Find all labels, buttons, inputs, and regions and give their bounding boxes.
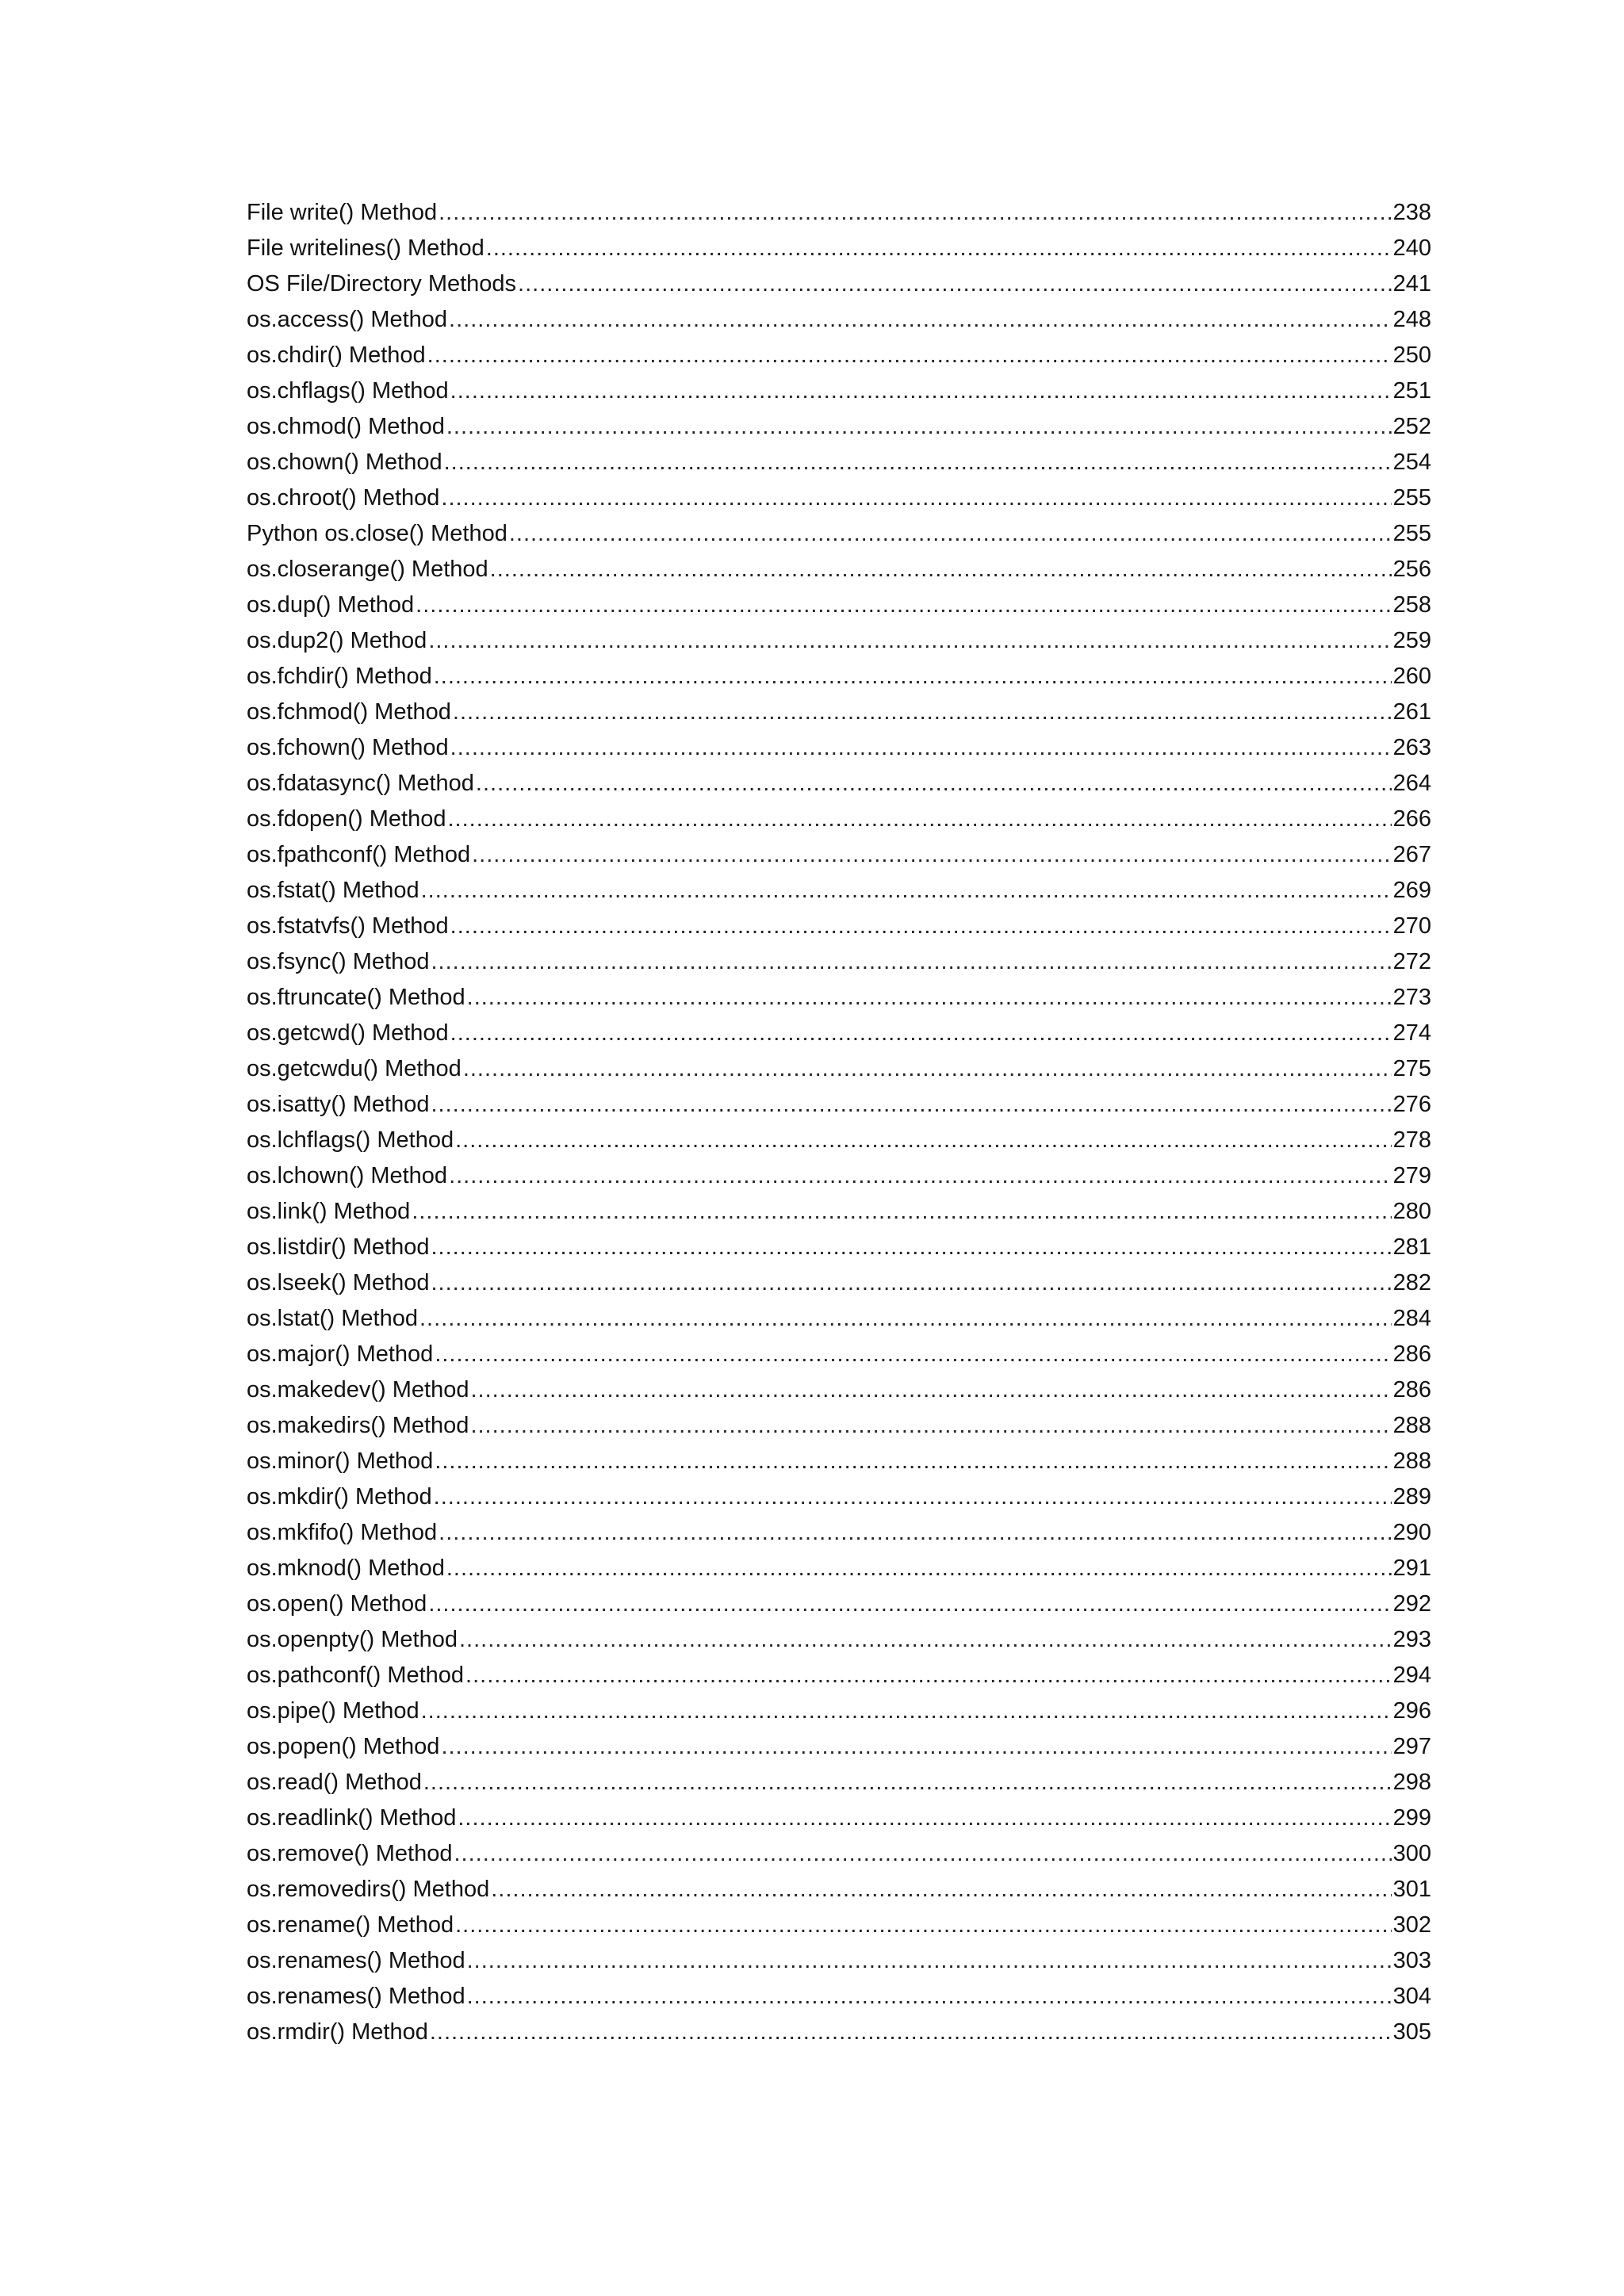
toc-entry-title: os.getcwdu() Method [247,1056,462,1081]
toc-entry-page-number: 270 [1392,913,1431,939]
toc-entry[interactable] [247,1301,1431,1337]
toc-dot-leader [412,1194,1391,1230]
toc-entry[interactable] [247,1729,1431,1765]
toc-entry-title: os.openpty() Method [247,1627,458,1652]
toc-dot-leader [435,1444,1391,1479]
toc-entry-title: os.fstatvfs() Method [247,913,449,939]
toc-entry-title: os.mkfifo() Method [247,1520,438,1545]
toc-entry[interactable] [247,837,1431,873]
toc-entry-page-number: 303 [1392,1948,1431,1973]
toc-dot-leader [450,373,1392,409]
toc-dot-leader [434,1479,1392,1515]
toc-entry-title: os.makedirs() Method [247,1413,469,1438]
toc-dot-leader [465,1658,1392,1693]
toc-entry[interactable] [247,1479,1431,1515]
toc-entry[interactable] [247,1230,1431,1265]
toc-entry-page-number: 288 [1392,1413,1431,1438]
toc-dot-leader [421,873,1392,909]
toc-entry-title: os.chroot() Method [247,485,440,511]
toc-entry-page-number: 297 [1392,1734,1431,1759]
toc-entry-page-number: 302 [1392,1912,1431,1938]
toc-entry-title: os.renames() Method [247,1984,465,2009]
toc-entry[interactable] [247,1158,1431,1194]
toc-entry-title: File writelines() Method [247,235,485,261]
toc-entry[interactable] [247,1658,1431,1693]
toc-entry-title: os.rename() Method [247,1912,454,1938]
toc-entry-page-number: 269 [1392,878,1431,903]
toc-entry[interactable] [247,445,1431,480]
toc-entry-title: os.chflags() Method [247,378,449,404]
toc-entry[interactable] [247,373,1431,409]
toc-dot-leader [446,409,1392,445]
toc-entry[interactable] [247,730,1431,766]
toc-dot-leader [450,909,1392,944]
toc-entry-title: os.rmdir() Method [247,2019,428,2045]
toc-entry-page-number: 278 [1392,1127,1431,1153]
toc-entry[interactable] [247,980,1431,1016]
toc-dot-leader [427,338,1392,373]
toc-dot-leader [458,1800,1391,1836]
toc-entry-title: Python os.close() Method [247,521,508,546]
toc-entry-title: os.minor() Method [247,1448,434,1474]
toc-dot-leader [449,1158,1392,1194]
toc-entry-page-number: 290 [1392,1520,1431,1545]
toc-entry[interactable] [247,1337,1431,1372]
toc-entry-title: os.read() Method [247,1770,422,1795]
toc-entry-page-number: 296 [1392,1698,1431,1724]
toc-entry-page-number: 263 [1392,735,1431,760]
toc-dot-leader [455,1123,1391,1158]
toc-dot-leader [428,1586,1391,1622]
toc-entry[interactable] [247,552,1431,587]
toc-entry-page-number: 267 [1392,842,1431,867]
toc-dot-leader [431,1230,1391,1265]
toc-entry-title: os.open() Method [247,1591,427,1617]
toc-entry-title: os.dup2() Method [247,628,427,653]
toc-entry-title: os.lchown() Method [247,1163,448,1188]
toc-dot-leader [450,1016,1392,1051]
toc-entry-page-number: 294 [1392,1663,1431,1688]
toc-entry-page-number: 284 [1392,1306,1431,1331]
toc-entry[interactable] [247,1123,1431,1158]
toc-dot-leader [419,1301,1392,1337]
toc-entry-title: os.chown() Method [247,450,442,475]
toc-entry-page-number: 304 [1392,1984,1431,2009]
toc-dot-leader [518,266,1392,302]
toc-dot-leader [455,1908,1391,1943]
toc-entry-title: os.chmod() Method [247,414,445,439]
toc-entry-title: os.fchdir() Method [247,664,432,689]
toc-entry-title: os.link() Method [247,1199,411,1224]
toc-entry-page-number: 298 [1392,1770,1431,1795]
toc-dot-leader [453,695,1392,730]
toc-entry[interactable] [247,1194,1431,1230]
toc-entry-page-number: 261 [1392,699,1431,725]
toc-dot-leader [463,1051,1392,1087]
toc-entry-title: os.removedirs() Method [247,1877,490,1902]
toc-entry-page-number: 291 [1392,1556,1431,1581]
toc-entry[interactable] [247,1551,1431,1586]
toc-entry-page-number: 300 [1392,1841,1431,1866]
toc-entry[interactable] [247,873,1431,909]
toc-entry-page-number: 299 [1392,1805,1431,1831]
toc-entry[interactable] [247,1051,1431,1087]
toc-dot-leader [476,766,1392,802]
toc-entry[interactable] [247,2015,1431,2050]
toc-entry-title: os.major() Method [247,1341,434,1367]
toc-dot-leader [470,1408,1391,1444]
toc-entry[interactable] [247,338,1431,373]
toc-entry[interactable] [247,1444,1431,1479]
toc-dot-leader [490,552,1392,587]
toc-entry-title: os.popen() Method [247,1734,440,1759]
toc-entry-title: os.pathconf() Method [247,1663,465,1688]
toc-entry-title: os.isatty() Method [247,1092,430,1117]
toc-entry[interactable] [247,409,1431,445]
toc-dot-leader [447,802,1391,837]
toc-dot-leader [439,1515,1391,1551]
toc-dot-leader [441,1729,1391,1765]
toc-entry-title: os.lseek() Method [247,1270,430,1295]
toc-entry[interactable] [247,587,1431,623]
toc-entry-title: os.closerange() Method [247,557,488,582]
toc-entry-page-number: 255 [1392,521,1431,546]
toc-entry-page-number: 275 [1392,1056,1431,1081]
toc-entry[interactable] [247,909,1431,944]
toc-entry-page-number: 238 [1392,200,1431,225]
toc-entry-title: os.getcwd() Method [247,1020,449,1046]
toc-entry-page-number: 289 [1392,1484,1431,1510]
toc-entry-title: os.fchown() Method [247,735,449,760]
toc-entry-title: os.access() Method [247,307,448,332]
toc-entry-title: os.renames() Method [247,1948,465,1973]
toc-dot-leader [446,1551,1392,1586]
toc-entry-title: os.mknod() Method [247,1556,445,1581]
toc-dot-leader [435,1337,1391,1372]
toc-entry-title: os.pipe() Method [247,1698,419,1724]
toc-entry-page-number: 280 [1392,1199,1431,1224]
toc-entry-page-number: 266 [1392,806,1431,832]
toc-entry[interactable] [247,1265,1431,1301]
toc-entry-title: os.ftruncate() Method [247,985,465,1010]
toc-dot-leader [467,980,1392,1016]
toc-dot-leader [430,2015,1392,2050]
toc-entry-page-number: 240 [1392,235,1431,261]
toc-entry[interactable] [247,944,1431,980]
toc-entry[interactable] [247,1908,1431,1943]
toc-entry-page-number: 301 [1392,1877,1431,1902]
toc-entry-page-number: 292 [1392,1591,1431,1617]
toc-entry-page-number: 260 [1392,664,1431,689]
toc-entry[interactable] [247,1622,1431,1658]
toc-dot-leader [509,516,1392,552]
toc-entry[interactable] [247,480,1431,516]
toc-entry[interactable] [247,1586,1431,1622]
toc-entry[interactable] [247,195,1431,231]
toc-entry-title: os.fpathconf() Method [247,842,471,867]
toc-entry[interactable] [247,516,1431,552]
toc-entry-page-number: 286 [1392,1377,1431,1402]
toc-dot-leader [491,1872,1391,1908]
toc-entry[interactable] [247,302,1431,338]
toc-dot-leader [467,1979,1392,2015]
toc-entry[interactable] [247,1979,1431,2015]
toc-dot-leader [449,302,1392,338]
toc-entry-title: os.readlink() Method [247,1805,457,1831]
toc-entry-title: os.fdatasync() Method [247,771,474,796]
toc-dot-leader [428,623,1391,659]
toc-entry-page-number: 305 [1392,2019,1431,2045]
toc-entry-title: os.chdir() Method [247,342,426,368]
toc-dot-leader [444,445,1392,480]
toc-dot-leader [423,1765,1392,1800]
toc-dot-leader [459,1622,1392,1658]
toc-entry-title: os.dup() Method [247,592,415,618]
toc-entry-page-number: 276 [1392,1092,1431,1117]
toc-dot-leader [431,1265,1392,1301]
toc-entry-page-number: 279 [1392,1163,1431,1188]
toc-entry-page-number: 254 [1392,450,1431,475]
toc-entry[interactable] [247,1408,1431,1444]
toc-entry[interactable] [247,695,1431,730]
toc-entry-title: os.lchflags() Method [247,1127,454,1153]
toc-entry-page-number: 251 [1392,378,1431,404]
toc-entry[interactable] [247,1016,1431,1051]
toc-entry[interactable] [247,802,1431,837]
toc-dot-leader [439,195,1391,231]
toc-entry-page-number: 264 [1392,771,1431,796]
toc-entry[interactable] [247,1800,1431,1836]
toc-entry-page-number: 256 [1392,557,1431,582]
toc-dot-leader [486,231,1392,266]
toc-dot-leader [441,480,1391,516]
toc-entry[interactable] [247,1372,1431,1408]
toc-entry-page-number: 293 [1392,1627,1431,1652]
toc-entry-page-number: 259 [1392,628,1431,653]
toc-entry[interactable] [247,1087,1431,1123]
toc-dot-leader [431,1087,1391,1123]
toc-entry-title: os.fdopen() Method [247,806,446,832]
toc-entry-page-number: 272 [1392,949,1431,974]
toc-entry-title: os.makedev() Method [247,1377,469,1402]
toc-entry-page-number: 282 [1392,1270,1431,1295]
toc-dot-leader [467,1943,1392,1979]
toc-entry[interactable] [247,623,1431,659]
table-of-contents [247,195,1431,2050]
toc-entry-title: os.fstat() Method [247,878,419,903]
toc-entry-page-number: 248 [1392,307,1431,332]
toc-entry[interactable] [247,659,1431,695]
toc-entry-page-number: 241 [1392,271,1431,297]
toc-dot-leader [450,730,1392,766]
toc-entry[interactable] [247,231,1431,266]
toc-entry-title: os.lstat() Method [247,1306,418,1331]
toc-dot-leader [470,1372,1391,1408]
toc-dot-leader [434,659,1392,695]
toc-entry[interactable] [247,1943,1431,1979]
toc-entry[interactable] [247,1765,1431,1800]
toc-entry-title: os.listdir() Method [247,1234,430,1260]
toc-entry-title: os.fchmod() Method [247,699,451,725]
toc-entry[interactable] [247,266,1431,302]
toc-entry-page-number: 255 [1392,485,1431,511]
toc-dot-leader [421,1693,1392,1729]
toc-entry-title: os.fsync() Method [247,949,430,974]
toc-dot-leader [431,944,1391,980]
toc-entry-page-number: 288 [1392,1448,1431,1474]
toc-entry[interactable] [247,1693,1431,1729]
toc-entry-page-number: 281 [1392,1234,1431,1260]
toc-dot-leader [472,837,1392,873]
toc-entry-title: File write() Method [247,200,438,225]
toc-entry-title: os.remove() Method [247,1841,453,1866]
toc-entry[interactable] [247,1836,1431,1872]
toc-entry-page-number: 274 [1392,1020,1431,1046]
toc-entry-page-number: 273 [1392,985,1431,1010]
toc-entry-title: os.mkdir() Method [247,1484,432,1510]
toc-dot-leader [454,1836,1392,1872]
toc-entry-page-number: 250 [1392,342,1431,368]
toc-entry[interactable] [247,766,1431,802]
toc-entry-title: OS File/Directory Methods [247,271,517,297]
toc-entry-page-number: 252 [1392,414,1431,439]
toc-entry-page-number: 258 [1392,592,1431,618]
toc-entry-page-number: 286 [1392,1341,1431,1367]
toc-entry[interactable] [247,1872,1431,1908]
toc-dot-leader [416,587,1391,623]
toc-entry[interactable] [247,1515,1431,1551]
